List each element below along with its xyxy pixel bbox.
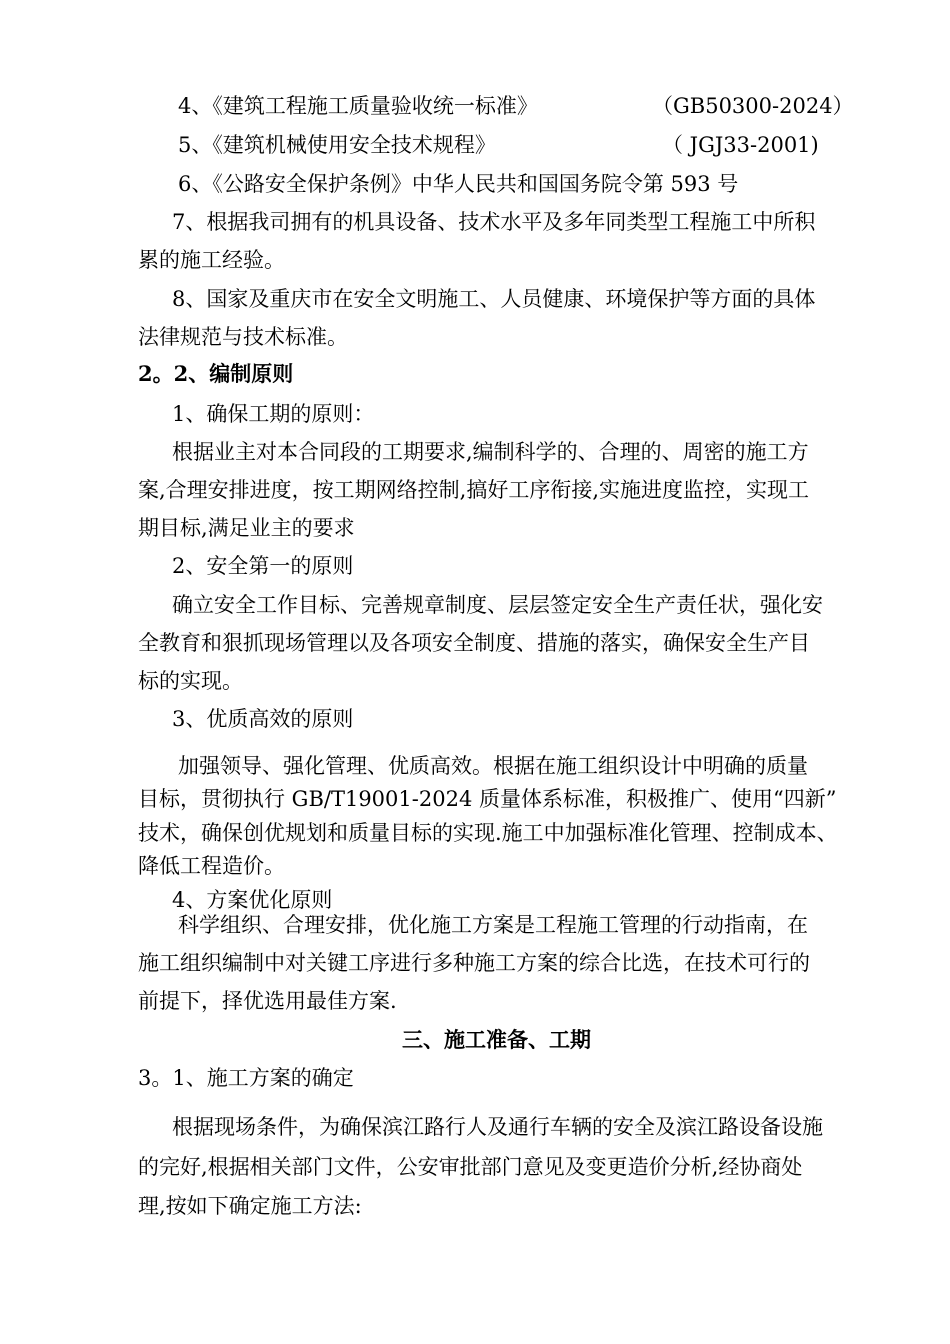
section-3-1-line-3: 理,按如下确定施工方法: bbox=[138, 1194, 362, 1218]
principle-1-line-3: 期目标,满足业主的要求 bbox=[138, 516, 355, 540]
reference-item-4: 4、《建筑工程施工质量验收统一标准》 bbox=[178, 94, 538, 118]
chapter-3-title: 三、施工准备、工期 bbox=[402, 1027, 591, 1052]
section-3-1-title: 3。1、施工方案的确定 bbox=[138, 1066, 354, 1090]
item-7-line-1: 7、根据我司拥有的机具设备、技术水平及多年同类型工程施工中所积 bbox=[172, 210, 816, 234]
principle-3-line-3: 技术，确保创优规划和质量目标的实现.施工中加强标准化管理、控制成本、 bbox=[138, 821, 838, 845]
principle-2-heading: 2、安全第一的原则 bbox=[172, 554, 354, 578]
principle-3-line-1: 加强领导、强化管理、优质高效。根据在施工组织设计中明确的质量 bbox=[178, 754, 808, 778]
section-3-1-line-1: 根据现场条件，为确保滨江路行人及通行车辆的安全及滨江路设备设施 bbox=[172, 1115, 823, 1139]
reference-item-6: 6、《公路安全保护条例》中华人民共和国国务院令第 593 号 bbox=[178, 172, 739, 196]
reference-code-4: （GB50300-2024） bbox=[652, 94, 854, 118]
section-3-1-line-2: 的完好,根据相关部门文件，公安审批部门意见及变更造价分析,经协商处 bbox=[138, 1155, 803, 1179]
principle-4-heading: 4、方案优化原则 bbox=[172, 888, 333, 912]
principle-1-line-2: 案,合理安排进度，按工期网络控制,搞好工序衔接,实施进度监控，实现工 bbox=[138, 478, 810, 502]
reference-code-5: （ JGJ33-2001) bbox=[662, 133, 819, 157]
principle-2-line-3: 标的实现。 bbox=[138, 669, 243, 693]
item-8-line-1: 8、国家及重庆市在安全文明施工、人员健康、环境保护等方面的具体 bbox=[172, 287, 816, 311]
principle-3-line-2: 目标，贯彻执行 GB/T19001-2024 质量体系标准，积极推广、使用“四新” bbox=[138, 787, 837, 811]
section-2-2-title: 2。2、编制原则 bbox=[138, 361, 294, 386]
principle-4-line-2: 施工组织编制中对关键工序进行多种施工方案的综合比选，在技术可行的 bbox=[138, 951, 810, 975]
item-7-line-2: 累的施工经验。 bbox=[138, 248, 285, 272]
reference-item-5: 5、《建筑机械使用安全技术规程》 bbox=[178, 133, 496, 157]
principle-3-line-4: 降低工程造价。 bbox=[138, 854, 285, 878]
principle-4-line-1: 科学组织、合理安排，优化施工方案是工程施工管理的行动指南，在 bbox=[178, 913, 808, 937]
principle-3-heading: 3、优质高效的原则 bbox=[172, 707, 354, 731]
item-8-line-2: 法律规范与技术标准。 bbox=[138, 325, 348, 349]
principle-4-line-3: 前提下，择优选用最佳方案. bbox=[138, 989, 397, 1013]
principle-1-line-1: 根据业主对本合同段的工期要求,编制科学的、合理的、周密的施工方 bbox=[172, 440, 809, 464]
principle-2-line-2: 全教育和狠抓现场管理以及各项安全制度、措施的落实，确保安全生产目 bbox=[138, 631, 810, 655]
principle-1-heading: 1、确保工期的原则： bbox=[172, 402, 375, 426]
principle-2-line-1: 确立安全工作目标、完善规章制度、层层签定安全生产责任状，强化安 bbox=[172, 593, 823, 617]
